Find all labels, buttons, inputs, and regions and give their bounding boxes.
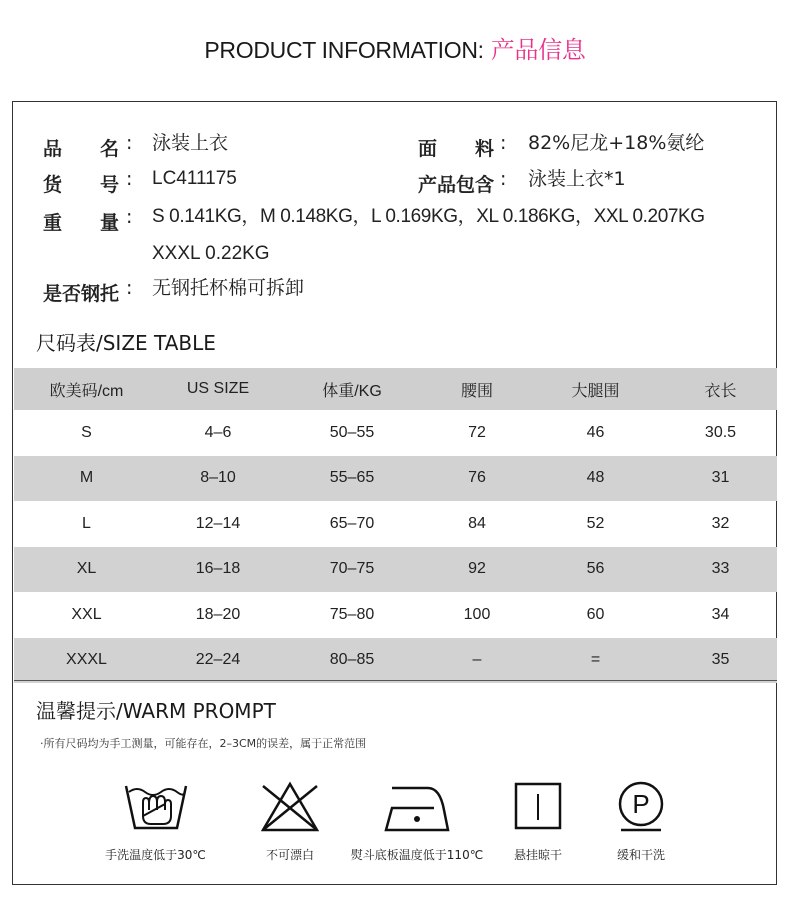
colon: : — [126, 206, 133, 228]
col-header: 欧美码/cm — [49, 382, 124, 400]
table-cell: 84 — [468, 514, 486, 532]
care-item-hang-dry — [490, 780, 586, 863]
table-row — [14, 456, 777, 502]
weight-value-line2: XXXL 0.22KG — [152, 243, 270, 264]
table-cell: 8–10 — [200, 469, 236, 487]
weight-label: 重 量 — [43, 212, 120, 234]
table-cell: = — [590, 651, 601, 669]
table-cell: 30.5 — [704, 423, 737, 441]
table-row — [14, 547, 777, 593]
table-cell: 34 — [711, 605, 730, 623]
dry-clean-p-icon — [614, 780, 668, 834]
colon: : — [500, 132, 507, 154]
table-cell: 52 — [586, 514, 605, 532]
col-header: US SIZE — [186, 380, 250, 397]
table-cell: 22–24 — [195, 651, 241, 669]
table-cell: 92 — [468, 560, 486, 578]
svg-text:P: P — [632, 789, 650, 819]
table-cell: 32 — [711, 514, 730, 532]
fabric-value: 82%尼龙+18%氨纶 — [528, 132, 705, 154]
table-cell: 46 — [586, 423, 605, 441]
col-header: 腰围 — [460, 382, 493, 400]
table-cell: XXL — [71, 605, 102, 623]
table-cell: 18–20 — [195, 605, 241, 623]
colon: : — [126, 132, 133, 154]
table-cell: 50–55 — [329, 423, 375, 441]
underwire-value: 无钢托杯棉可拆卸 — [152, 277, 305, 299]
table-cell: 76 — [468, 469, 486, 487]
fabric-label: 面 料 — [418, 138, 495, 160]
table-cell: 70–75 — [329, 560, 375, 578]
size-table-header-row — [14, 368, 777, 410]
table-cell: 55–65 — [329, 469, 375, 487]
care-item-no-bleach — [240, 780, 340, 863]
header-title-en: PRODUCT INFORMATION: — [204, 37, 484, 63]
weight-value-line1: S 0.141KG，M 0.148KG，L 0.169KG，XL 0.186KG，XXL 0.207KG — [152, 206, 705, 227]
name-label: 品 名 — [43, 138, 120, 160]
package-value: 泳装上衣*1 — [528, 168, 626, 190]
table-cell: XXXL — [66, 651, 107, 669]
table-cell: 31 — [711, 469, 730, 487]
table-row — [14, 410, 777, 456]
table-row — [14, 501, 777, 547]
page-header — [0, 30, 790, 65]
hand-wash-icon — [123, 780, 189, 834]
table-bottom-divider — [14, 680, 777, 681]
table-cell: 16–18 — [195, 560, 241, 578]
col-header: 体重/KG — [322, 382, 382, 400]
table-cell: – — [472, 651, 482, 669]
table-cell: 65–70 — [329, 514, 375, 532]
care-label: 悬挂晾干 — [513, 848, 562, 862]
table-row — [14, 638, 777, 684]
care-item-iron — [342, 780, 492, 863]
iron-low-icon — [382, 780, 452, 834]
colon: : — [126, 277, 133, 299]
table-cell: 48 — [586, 469, 605, 487]
measurement-note: ·所有尺码均为手工测量，可能存在，2–3CM的误差，属于正常范围 — [40, 737, 367, 750]
table-cell: 80–85 — [329, 651, 375, 669]
table-cell: 12–14 — [195, 514, 241, 532]
size-table — [14, 368, 777, 683]
table-cell: 56 — [586, 560, 605, 578]
table-cell: 60 — [586, 605, 605, 623]
size-table-title: 尺码表/SIZE TABLE — [36, 331, 216, 355]
table-cell: 72 — [468, 423, 486, 441]
table-cell: 35 — [711, 651, 730, 669]
table-cell: 4–6 — [204, 423, 232, 441]
table-cell: 75–80 — [329, 605, 375, 623]
header-title-cn: 产品信息 — [490, 36, 586, 64]
table-cell: M — [79, 469, 94, 487]
care-label: 熨斗底板温度低于110℃ — [350, 848, 484, 862]
table-cell: 33 — [711, 560, 730, 578]
care-label: 缓和干洗 — [616, 848, 665, 862]
name-value: 泳装上衣 — [152, 132, 229, 154]
care-item-dry-clean — [596, 780, 686, 863]
hang-dry-icon — [513, 780, 563, 834]
care-label: 手洗温度低于30℃ — [105, 848, 206, 862]
colon: : — [126, 168, 133, 190]
table-cell: S — [81, 423, 92, 441]
warm-prompt-title: 温馨提示/WARM PROMPT — [36, 699, 276, 723]
table-row — [14, 592, 777, 638]
table-cell: XL — [76, 560, 97, 578]
colon: : — [500, 168, 507, 190]
no-bleach-icon — [259, 780, 321, 834]
item-no-label: 货 号 — [43, 174, 120, 196]
col-header: 衣长 — [704, 382, 737, 400]
col-header: 大腿围 — [571, 382, 620, 400]
package-label: 产品包含 — [418, 174, 495, 196]
table-cell: 100 — [463, 605, 491, 623]
table-cell: L — [82, 514, 91, 532]
underwire-label: 是否钢托 — [43, 283, 120, 305]
care-item-hand-wash — [98, 780, 213, 863]
item-no-value: LC411175 — [152, 168, 237, 189]
care-label: 不可漂白 — [265, 848, 314, 862]
